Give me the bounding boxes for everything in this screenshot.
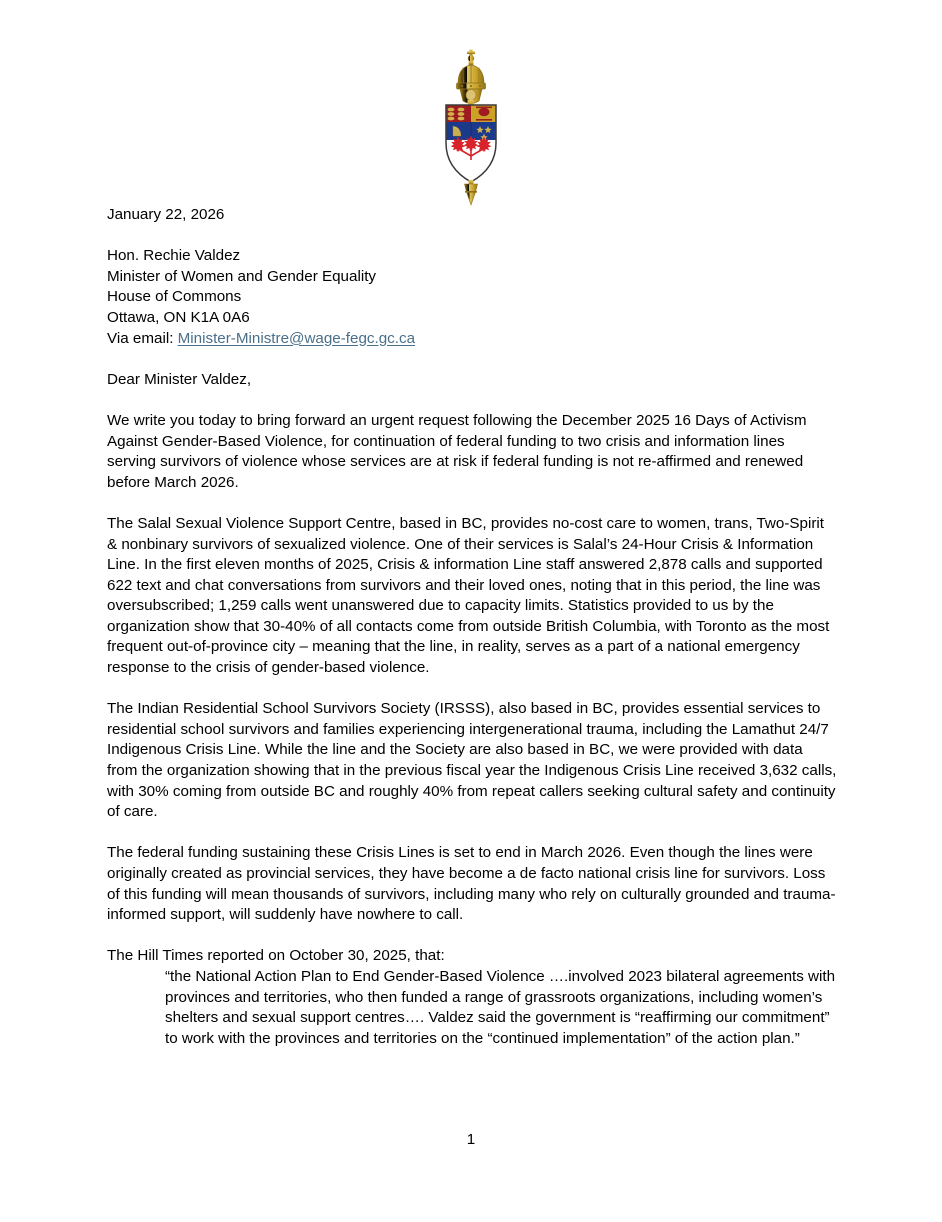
paragraph-irsss: The Indian Residential School Survivors Society (IRSSS), also based in BC, provides essential services to residential school survivors and families experiencing intergenerational trauma, including the Lamathut 24/7 Indigenous Crisis Line. While the line and the Society are also based in BC, we were provided with data from the organization showing that in the previous fiscal year the Indigenous Crisis Line received 3,632 calls, with 30% coming from outside BC and roughly 40% from repeat callers seeking cultural safety and continuity of care. <box>107 700 837 821</box>
email-link[interactable]: Minister-Ministre@wage-fegc.gc.ca <box>177 329 416 347</box>
recipient-address-line: Ottawa, ON K1A 0A6 <box>107 308 250 326</box>
emblem-container <box>0 48 942 208</box>
salutation: Dear Minister Valdez, <box>107 370 252 388</box>
mace-foot-icon <box>465 180 478 205</box>
paragraph-federal-funding: The federal funding sustaining these Crisis Lines is set to end in March 2026. Even though the lines were originally created as provincial services, they have become a de facto national crisis line for survivors. Loss of this funding will mean thousands of survivors, including many who rely on culturally grounded and trauma-informed support, will suddenly have nowhere to call. <box>107 844 836 924</box>
recipient-organization: House of Commons <box>107 288 242 306</box>
shield-icon <box>444 103 498 185</box>
recipient-email-line <box>107 329 837 350</box>
email-label: Via email: <box>107 329 178 347</box>
letter-body <box>107 205 837 1049</box>
house-of-commons-canada-emblem <box>436 48 506 208</box>
hill-times-blockquote: “the National Action Plan to End Gender-Based Violence ….involved 2023 bilateral agreements with provinces and territories, who then funded a range of grassroots organizations, including women’s shelters and sexual support centres…. Valdez said the government is “reaffirming our commitment” to work with the provinces and territories on the “continued implementation” of the action plan.” <box>165 967 836 1047</box>
recipient-name: Hon. Rechie Valdez <box>107 247 241 265</box>
recipient-title: Minister of Women and Gender Equality <box>107 267 377 285</box>
citation-intro: The Hill Times reported on October 30, 2025, that: <box>107 947 445 965</box>
page-number: 1 <box>466 1131 476 1148</box>
recipient-address <box>107 246 837 349</box>
paragraph-intro: We write you today to bring forward an urgent request following the December 2025 16 Days of Activism Against Gender-Based Violence, for continuation of federal funding to two crisis and information lines serving survivors of violence whose services are at risk if federal funding is not re-affirmed and renewed before March 2026. <box>107 411 807 491</box>
paragraph-salal: The Salal Sexual Violence Support Centre, based in BC, provides no-cost care to women, trans, Two-Spirit & nonbinary survivors of sexualized violence. One of their services is Salal’s 24-Hour Crisis & Information Line. In the first eleven months of 2025, Crisis & information Line staff answered 2,878 calls and supported 622 text and chat conversations from survivors and their loved ones, noting that in this period, the line was oversubscribed; 1,259 calls went unanswered due to capacity limits. Statistics provided to us by the organization show that 30-40% of all contacts come from outside British Columbia, with Toronto as the most frequent out-of-province city – meaning that the line, in reality, serves as a part of a national emergency response to the crisis of gender-based violence. <box>107 514 830 677</box>
letter-date: January 22, 2026 <box>107 206 225 223</box>
mace-crown-icon <box>457 50 486 109</box>
